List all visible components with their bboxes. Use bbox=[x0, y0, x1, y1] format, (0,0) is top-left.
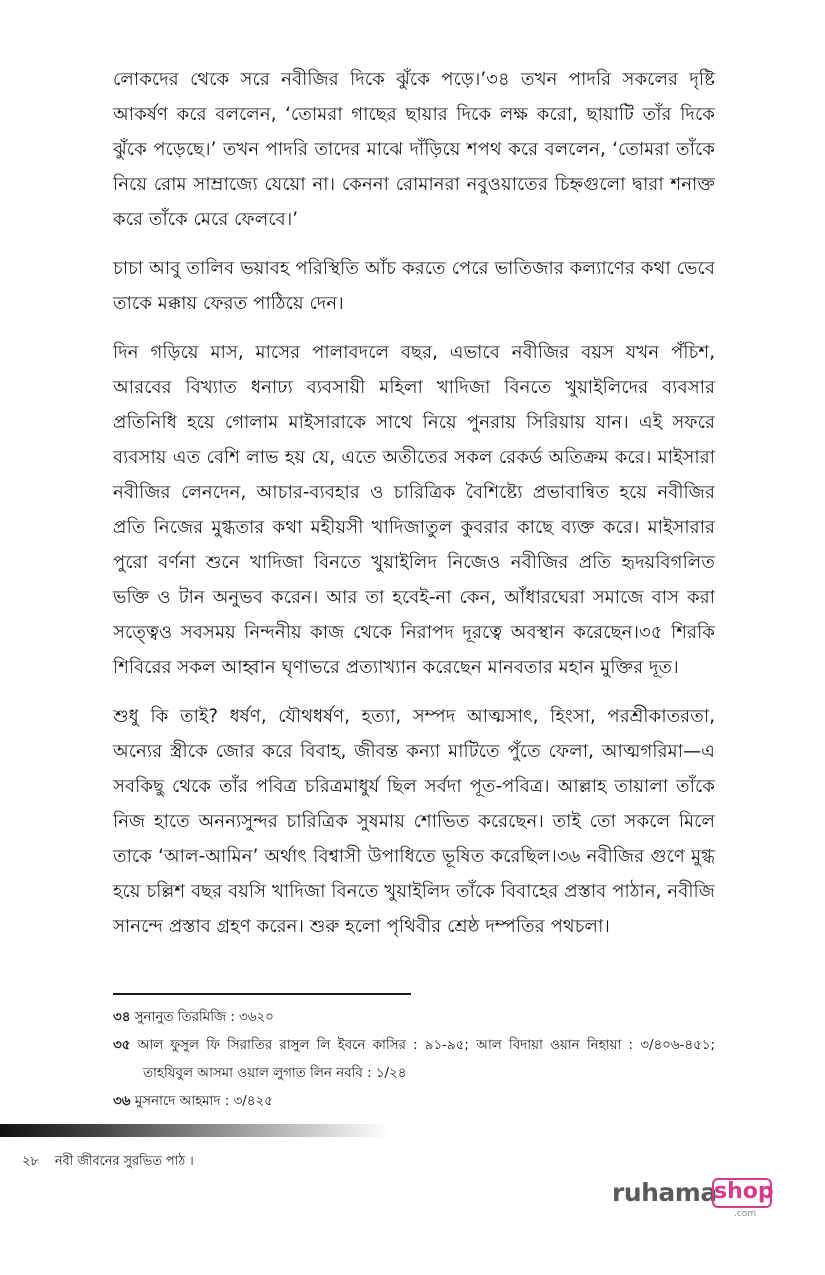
footnote-text: আল ফুসুল ফি সিরাতির রাসুল লি ইবনে কাসির : ৯১-৯৫; আল বিদায়া ওয়ান নিহায়া : ৩/৪০৬-৪৫১; তাহযিবুল আসমা ওয়াল লুগাত লিন নববি : ১/২৪ bbox=[137, 1038, 715, 1081]
paragraph-1: লোকদের থেকে সরে নবীজির দিকে ঝুঁকে পড়ে।’৩৪ তখন পাদরি সকলের দৃষ্টি আকর্ষণ করে বললেন, ‘তোমরা গাছের ছায়ার দিকে লক্ষ করো, ছায়াটি তাঁর দিকে ঝুঁকে পড়েছে।’ তখন পাদরি তাদের মাঝে দাঁড়িয়ে শপথ করে বললেন, ‘তোমরা তাঁকে নিয়ে রোম সাম্রাজ্যে যেয়ো না। কেননা রোমানরা নবুওয়াতের চিহ্নগুলো দ্বারা শনাক্ত করে তাঁকে মেরে ফেলবে।’ bbox=[113, 69, 716, 230]
footnote-text: মুসনাদে আহমাদ : ৩/৪২৫ bbox=[134, 1094, 273, 1109]
decorative-gradient-bar bbox=[0, 1124, 390, 1137]
footnote-36 bbox=[113, 1088, 715, 1116]
footnote-number: ৩৬ bbox=[113, 1094, 131, 1109]
page-footer bbox=[22, 1152, 194, 1173]
ruhamashop-logo bbox=[612, 1178, 772, 1218]
main-text bbox=[113, 62, 715, 958]
footnotes bbox=[113, 1004, 715, 1116]
footnote-text: সুনানুত তিরমিজি : ৩৬২০ bbox=[134, 1010, 274, 1025]
footnote-divider bbox=[113, 993, 411, 995]
footnote-number: ৩৫ bbox=[113, 1038, 131, 1053]
footnote-number: ৩৪ bbox=[113, 1010, 131, 1025]
logo-text-ruhama: ruhama bbox=[612, 1178, 717, 1207]
book-title: নবী জীবনের সুরভিত পাঠ । bbox=[54, 1154, 194, 1169]
page-number: ২৮ bbox=[22, 1154, 39, 1169]
footnote-35 bbox=[113, 1032, 715, 1088]
logo-text-shop: shop bbox=[712, 1178, 772, 1208]
logo-domain: .com bbox=[734, 1209, 757, 1219]
paragraph-2: চাচা আবু তালিব ভয়াবহ পরিস্থিতি আঁচ করতে পেরে ভাতিজার কল্যাণের কথা ভেবে তাকে মক্কায় ফেরত পাঠিয়ে দেন। bbox=[113, 258, 715, 314]
paragraph-4: শুধু কি তাই? ধর্ষণ, যৌথধর্ষণ, হত্যা, সম্পদ আত্মসাৎ, হিংসা, পরশ্রীকাতরতা, অন্যের স্ত্রীকে জোর করে বিবাহ, জীবন্ত কন্যা মাটিতে পুঁতে ফেলা, আত্মগরিমা—এ সবকিছু থেকে তাঁর পবিত্র চরিত্রমাধুর্য ছিল সর্বদা পূত-পবিত্র। আল্লাহ তায়ালা তাঁকে নিজ হাতে অনন্যসুন্দর চারিত্রিক সুষমায় শোভিত করেছেন। তাই তো সকলে মিলে তাকে ‘আল-আমিন’ অর্থাৎ বিশ্বাসী উপাধিতে ভূষিত করেছিল।৩৬ নবীজির গুণে মুগ্ধ হয়ে চল্লিশ বছর বয়সি খাদিজা বিনতে খুয়াইলিদ তাঁকে বিবাহের প্রস্তাব পাঠান, নবীজি সানন্দে প্রস্তাব গ্রহণ করেন। শুরু হলো পৃথিবীর শ্রেষ্ঠ দম্পতির পথচলা। bbox=[113, 706, 715, 937]
paragraph-3: দিন গড়িয়ে মাস, মাসের পালাবদলে বছর, এভাবে নবীজির বয়স যখন পঁচিশ, আরবের বিখ্যাত ধনাঢ্য ব্যবসায়ী মহিলা খাদিজা বিনতে খুয়াইলিদের ব্যবসার প্রতিনিধি হয়ে গোলাম মাইসারাকে সাথে নিয়ে পুনরায় সিরিয়ায় যান। এই সফরে ব্যবসায় এত বেশি লাভ হয় যে, এতে অতীতের সকল রেকর্ড অতিক্রম করে। মাইসারা নবীজির লেনদেন, আচার-ব্যবহার ও চারিত্রিক বৈশিষ্ট্যে প্রভাবান্বিত হয়ে নবীজির প্রতি নিজের মুগ্ধতার কথা মহীয়সী খাদিজাতুল কুবরার কাছে ব্যক্ত করে। মাইসারার পুরো বর্ণনা শুনে খাদিজা বিনতে খুয়াইলিদ নিজেও নবীজির প্রতি হৃদয়বিগলিত ভক্তি ও টান অনুভব করেন। আর তা হবেই-না কেন, আঁধারঘেরা সমাজে বাস করা সত্ত্বেও সবসময় নিন্দনীয় কাজ থেকে নিরাপদ দূরত্বে অবস্থান করেছেন।৩৫ শিরকি শিবিরের সকল আহ্বান ঘৃণাভরে প্রত্যাখ্যান করেছেন মানবতার মহান মুক্তির দূত। bbox=[113, 342, 715, 678]
footnote-34 bbox=[113, 1004, 715, 1032]
